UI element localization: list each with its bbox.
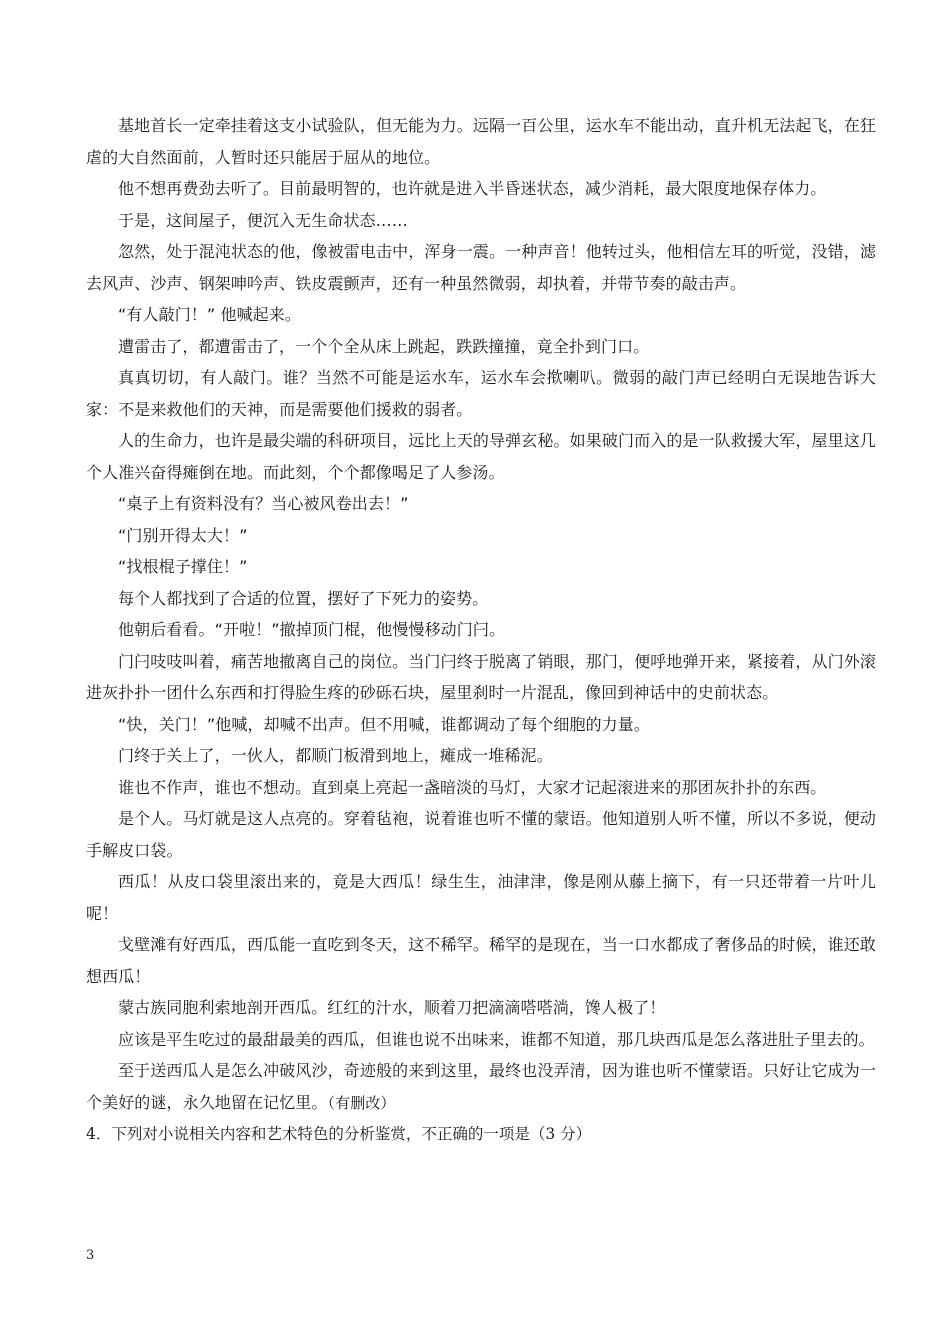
paragraph: 西瓜！从皮口袋里滚出来的，竟是大西瓜！绿生生，油津津，像是刚从藤上摘下，有一只还带着一片叶儿呢！	[86, 872, 876, 923]
last-paragraph-text: 至于送西瓜人是怎么冲破风沙，奇迹般的来到这里，最终也没弄清，因为谁也听不懂蒙语。只好让它成为一个美好的谜，永久地留在记忆里。	[86, 1061, 876, 1112]
paragraph: 真真切切，有人敲门。谁？当然不可能是运水车，运水车会揿喇叭。微弱的敲门声已经明白无误地告诉大家：不是来救他们的天神，而是需要他们援救的弱者。	[86, 368, 876, 419]
paragraph: 遭雷击了，都遭雷击了，一个个全从床上跳起，跌跌撞撞，竟全扑到门口。	[118, 336, 650, 356]
paragraph: 忽然，处于混沌状态的他，像被雷电击中，浑身一震。一种声音！他转过头，他相信左耳的听觉，没错，滤去风声、沙声、钢架呻吟声、铁皮震颤声，还有一种虽然微弱，却执着，并带节奏的敲击声。	[86, 242, 876, 293]
paragraph: 每个人都找到了合适的位置，摆好了下死力的姿势。	[118, 588, 489, 608]
paragraph: 门闩吱吱叫着，痛苦地撤离自己的岗位。当门闩终于脱离了销眼，那门，便呼地弹开来，紧接着，从门外滚进灰扑扑一团什么东西和打得脸生疼的砂砾石块，屋里刹时一片混乱，像回到神话中的史前状态。	[86, 651, 876, 702]
paragraph: “找根棍子撑住！”	[118, 557, 248, 576]
last-paragraph	[86, 1055, 876, 1119]
paragraph: 应该是平生吃过的最甜最美的西瓜，但谁也说不出味来，谁都不知道，那几块西瓜是怎么落进肚子里去的。	[118, 1029, 875, 1049]
paragraph: 蒙古族同胞利索地剖开西瓜。红红的汁水，顺着刀把滴滴嗒嗒淌，馋人极了！	[118, 998, 666, 1017]
paragraph: “门别开得太大！”	[118, 525, 248, 545]
question-4: 4．下列对小说相关内容和艺术特色的分析鉴赏，不正确的一项是（3 分）	[86, 1125, 592, 1143]
paragraph: 基地首长一定牵挂着这支小试验队，但无能为力。远隔一百公里，运水车不能出动，直升机无法起飞，在狂虐的大自然面前，人暂时还只能居于屈从的地位。	[86, 116, 876, 167]
paragraph: 人的生命力，也许是最尖端的科研项目，远比上天的导弹玄秘。如果破门而入的是一队救援大军，屋里这几个人准兴奋得瘫倒在地。而此刻，个个都像喝足了人参汤。	[86, 431, 876, 482]
paragraph: 于是，这间屋子，便沉入无生命状态……	[118, 210, 408, 230]
page-number: 3	[86, 1248, 95, 1263]
paragraph: “桌子上有资料没有？当心被风卷出去！”	[118, 494, 409, 513]
document-body	[86, 110, 876, 1151]
paragraph: 他朝后看看。“开啦！”撤掉顶门棍，他慢慢移动门闩。	[118, 620, 506, 639]
paragraph: 是个人。马灯就是这人点亮的。穿着毡袍，说着谁也听不懂的蒙语。他知道别人听不懂，所以不多说，便动手解皮口袋。	[86, 809, 876, 860]
paragraph: “有人敲门！” 他喊起来。	[118, 305, 301, 324]
edit-note: （有删改）	[327, 1093, 396, 1112]
paragraph: 门终于关上了，一伙人，都顺门板滑到地上，瘫成一堆稀泥。	[118, 746, 553, 765]
paragraph: “快，关门！”他喊，却喊不出声。但不用喊，谁都调动了每个细胞的力量。	[118, 714, 650, 734]
paragraph: 他不想再费劲去听了。目前最明智的，也许就是进入半昏迷状态，减少消耗，最大限度地保存体力。	[118, 179, 827, 198]
paragraph: 谁也不作声，谁也不想动。直到桌上亮起一盏暗淡的马灯，大家才记起滚进来的那团灰扑扑的东西。	[118, 777, 827, 797]
paragraph: 戈壁滩有好西瓜，西瓜能一直吃到冬天，这不稀罕。稀罕的是现在，当一口水都成了奢侈品的时候，谁还敢想西瓜！	[86, 935, 876, 986]
